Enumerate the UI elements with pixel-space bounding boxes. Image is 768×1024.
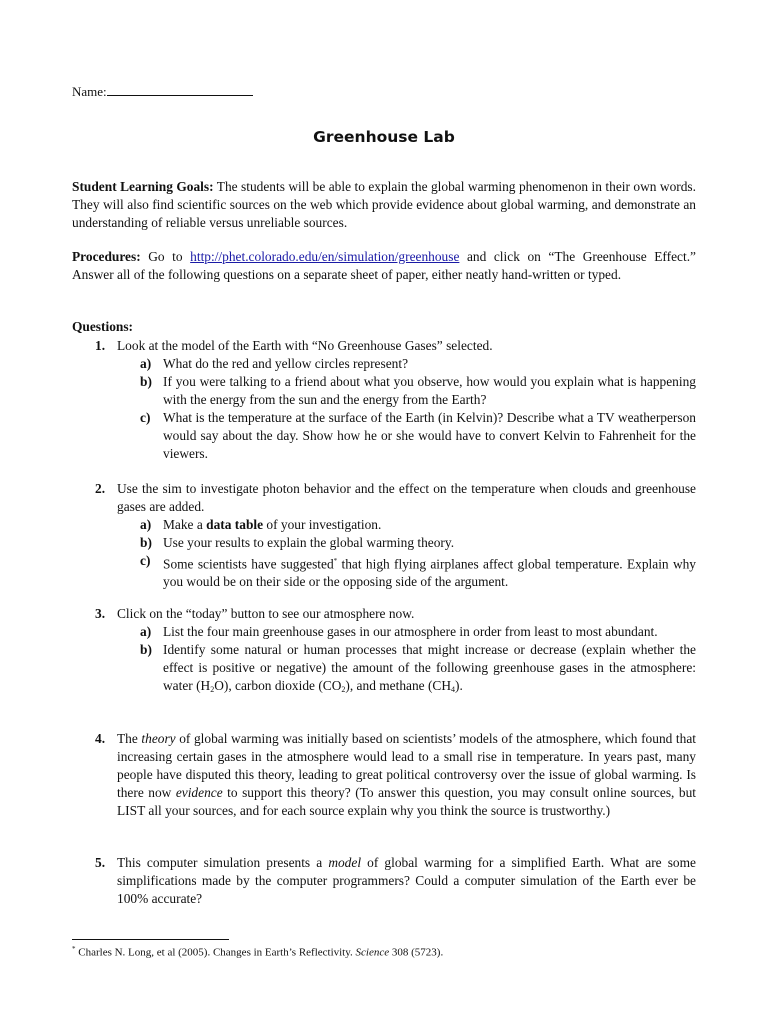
italic-evidence: evidence	[175, 785, 223, 800]
document-title: Greenhouse Lab	[313, 128, 455, 146]
sub-letter: b)	[140, 535, 152, 550]
question-number: 4.	[95, 731, 106, 746]
italic-model: model	[328, 855, 362, 870]
text: of global warming was initially based on scientists’ models of the atmosphere, which found that increasing certain gases in the atmosphere would lead to a small rise in temperature. In years past, many people have disputed this theory, leading to great political controversy over the issue of global warming. Is there now	[117, 731, 697, 800]
footnote-divider	[72, 939, 229, 940]
sub-question-1b	[140, 373, 696, 409]
question-text: Click on the “today” button to see our atmosphere now.	[117, 606, 415, 621]
question-4	[72, 730, 696, 820]
footnote	[72, 945, 443, 959]
sub-text: Make a	[163, 517, 207, 532]
question-number: 5.	[95, 855, 106, 870]
subscript: 2	[341, 685, 346, 694]
question-1	[72, 337, 696, 463]
question-2	[72, 480, 696, 591]
sub-question-3a	[140, 623, 696, 641]
sub-letter: c)	[140, 553, 151, 568]
text: to support this theory? (To answer this question, you may consult online sources, but LIST all your sources, and for each source explain why you think the source is trustworthy.)	[117, 785, 696, 818]
sub-text-bold: data table	[206, 517, 264, 532]
learning-goals-text: The students will be able to explain the global warming phenomenon in their own words. They will also find scientific sources on the web which provide evidence about global warming, and demonstrate an understanding of reliable versus unreliable sources.	[72, 179, 696, 230]
sub-letter: c)	[140, 410, 151, 425]
question-number: 2.	[95, 481, 106, 496]
footnote-journal: Science	[355, 946, 390, 959]
question-text: Look at the model of the Earth with “No Greenhouse Gases” selected.	[117, 338, 493, 353]
question-number: 3.	[95, 606, 106, 621]
question-3	[72, 605, 696, 699]
question-text	[117, 730, 696, 820]
sub-question-3b	[140, 641, 696, 699]
question-5	[72, 854, 696, 908]
question-text	[117, 854, 696, 908]
text: The	[117, 731, 142, 746]
sub-text: Use your results to explain the global warming theory.	[163, 535, 455, 550]
sub-text: List the four main greenhouse gases in our atmosphere in order from least to most abundant.	[163, 624, 658, 639]
procedures-text-pre: Go to	[140, 249, 191, 264]
questions-heading: Questions:	[72, 319, 134, 334]
phet-simulation-link[interactable]: http://phet.colorado.edu/en/simulation/greenhouse	[190, 249, 460, 264]
subscript: 2	[210, 685, 215, 694]
sub-question-1a	[140, 355, 696, 373]
subscript: 4	[451, 685, 456, 694]
name-field	[72, 83, 253, 100]
question-text: Use the sim to investigate photon behavior and the effect on the temperature when clouds and greenhouse gases are added.	[117, 481, 696, 514]
learning-goals-paragraph	[72, 178, 696, 232]
italic-theory: theory	[141, 731, 176, 746]
question-number: 1.	[95, 338, 106, 353]
sub-letter: a)	[140, 356, 152, 371]
sub-text: What is the temperature at the surface of the Earth (in Kelvin)? Describe what a TV weatherperson would say about the day. Show how he or she would have to convert Kelvin to Fahrenheit for the viewers.	[163, 410, 696, 461]
footnote-text: Charles N. Long, et al (2005). Changes in Earth’s Reflectivity.	[75, 946, 356, 959]
sub-question-2a	[140, 516, 696, 534]
procedures-label: Procedures:	[72, 249, 141, 264]
sub-text: Some scientists have suggested	[163, 556, 334, 572]
sub-text: that high flying airplanes affect global temperature. Explain why you would be on their side or the opposing side of the argument.	[163, 556, 696, 590]
text: of global warming for a simplified Earth. What are some simplifications made by the computer programmers? Could a computer simulation of the Earth ever be 100% accurate?	[117, 855, 696, 906]
learning-goals-label: Student Learning Goals:	[72, 179, 214, 194]
footnote-marker: *	[72, 945, 76, 953]
sub-text: If you were talking to a friend about what you observe, how would you explain what is happening with the energy from the sun and the energy from the Earth?	[163, 374, 696, 407]
text: This computer simulation presents a	[117, 855, 329, 870]
sub-letter: b)	[140, 642, 152, 657]
sub-text: of your investigation.	[263, 517, 382, 532]
sub-text: Identify some natural or human processes that might increase or decrease (explain whether the effect is positive or negative) the amount of the following greenhouse gases in the atmosphere: water (H	[163, 642, 696, 693]
sub-letter: a)	[140, 517, 152, 532]
footnote-marker: *	[333, 557, 338, 565]
name-blank-line	[107, 83, 253, 96]
sub-letter: b)	[140, 374, 152, 389]
sub-text: ), and methane (CH	[345, 678, 452, 693]
name-label: Name:	[72, 84, 107, 99]
procedures-paragraph	[72, 248, 696, 284]
sub-text: ).	[455, 678, 463, 693]
sub-question-2c	[140, 552, 696, 591]
sub-text: What do the red and yellow circles represent?	[163, 356, 409, 371]
sub-question-1c	[140, 409, 696, 463]
procedures-text-post: and click on “The Greenhouse Effect.” Answer all of the following questions on a separate sheet of paper, either neatly hand-written or typed.	[72, 249, 696, 282]
sub-letter: a)	[140, 624, 152, 639]
footnote-text: 308 (5723).	[389, 946, 444, 959]
sub-question-2b	[140, 534, 696, 552]
sub-text: O), carbon dioxide (CO	[214, 678, 342, 693]
